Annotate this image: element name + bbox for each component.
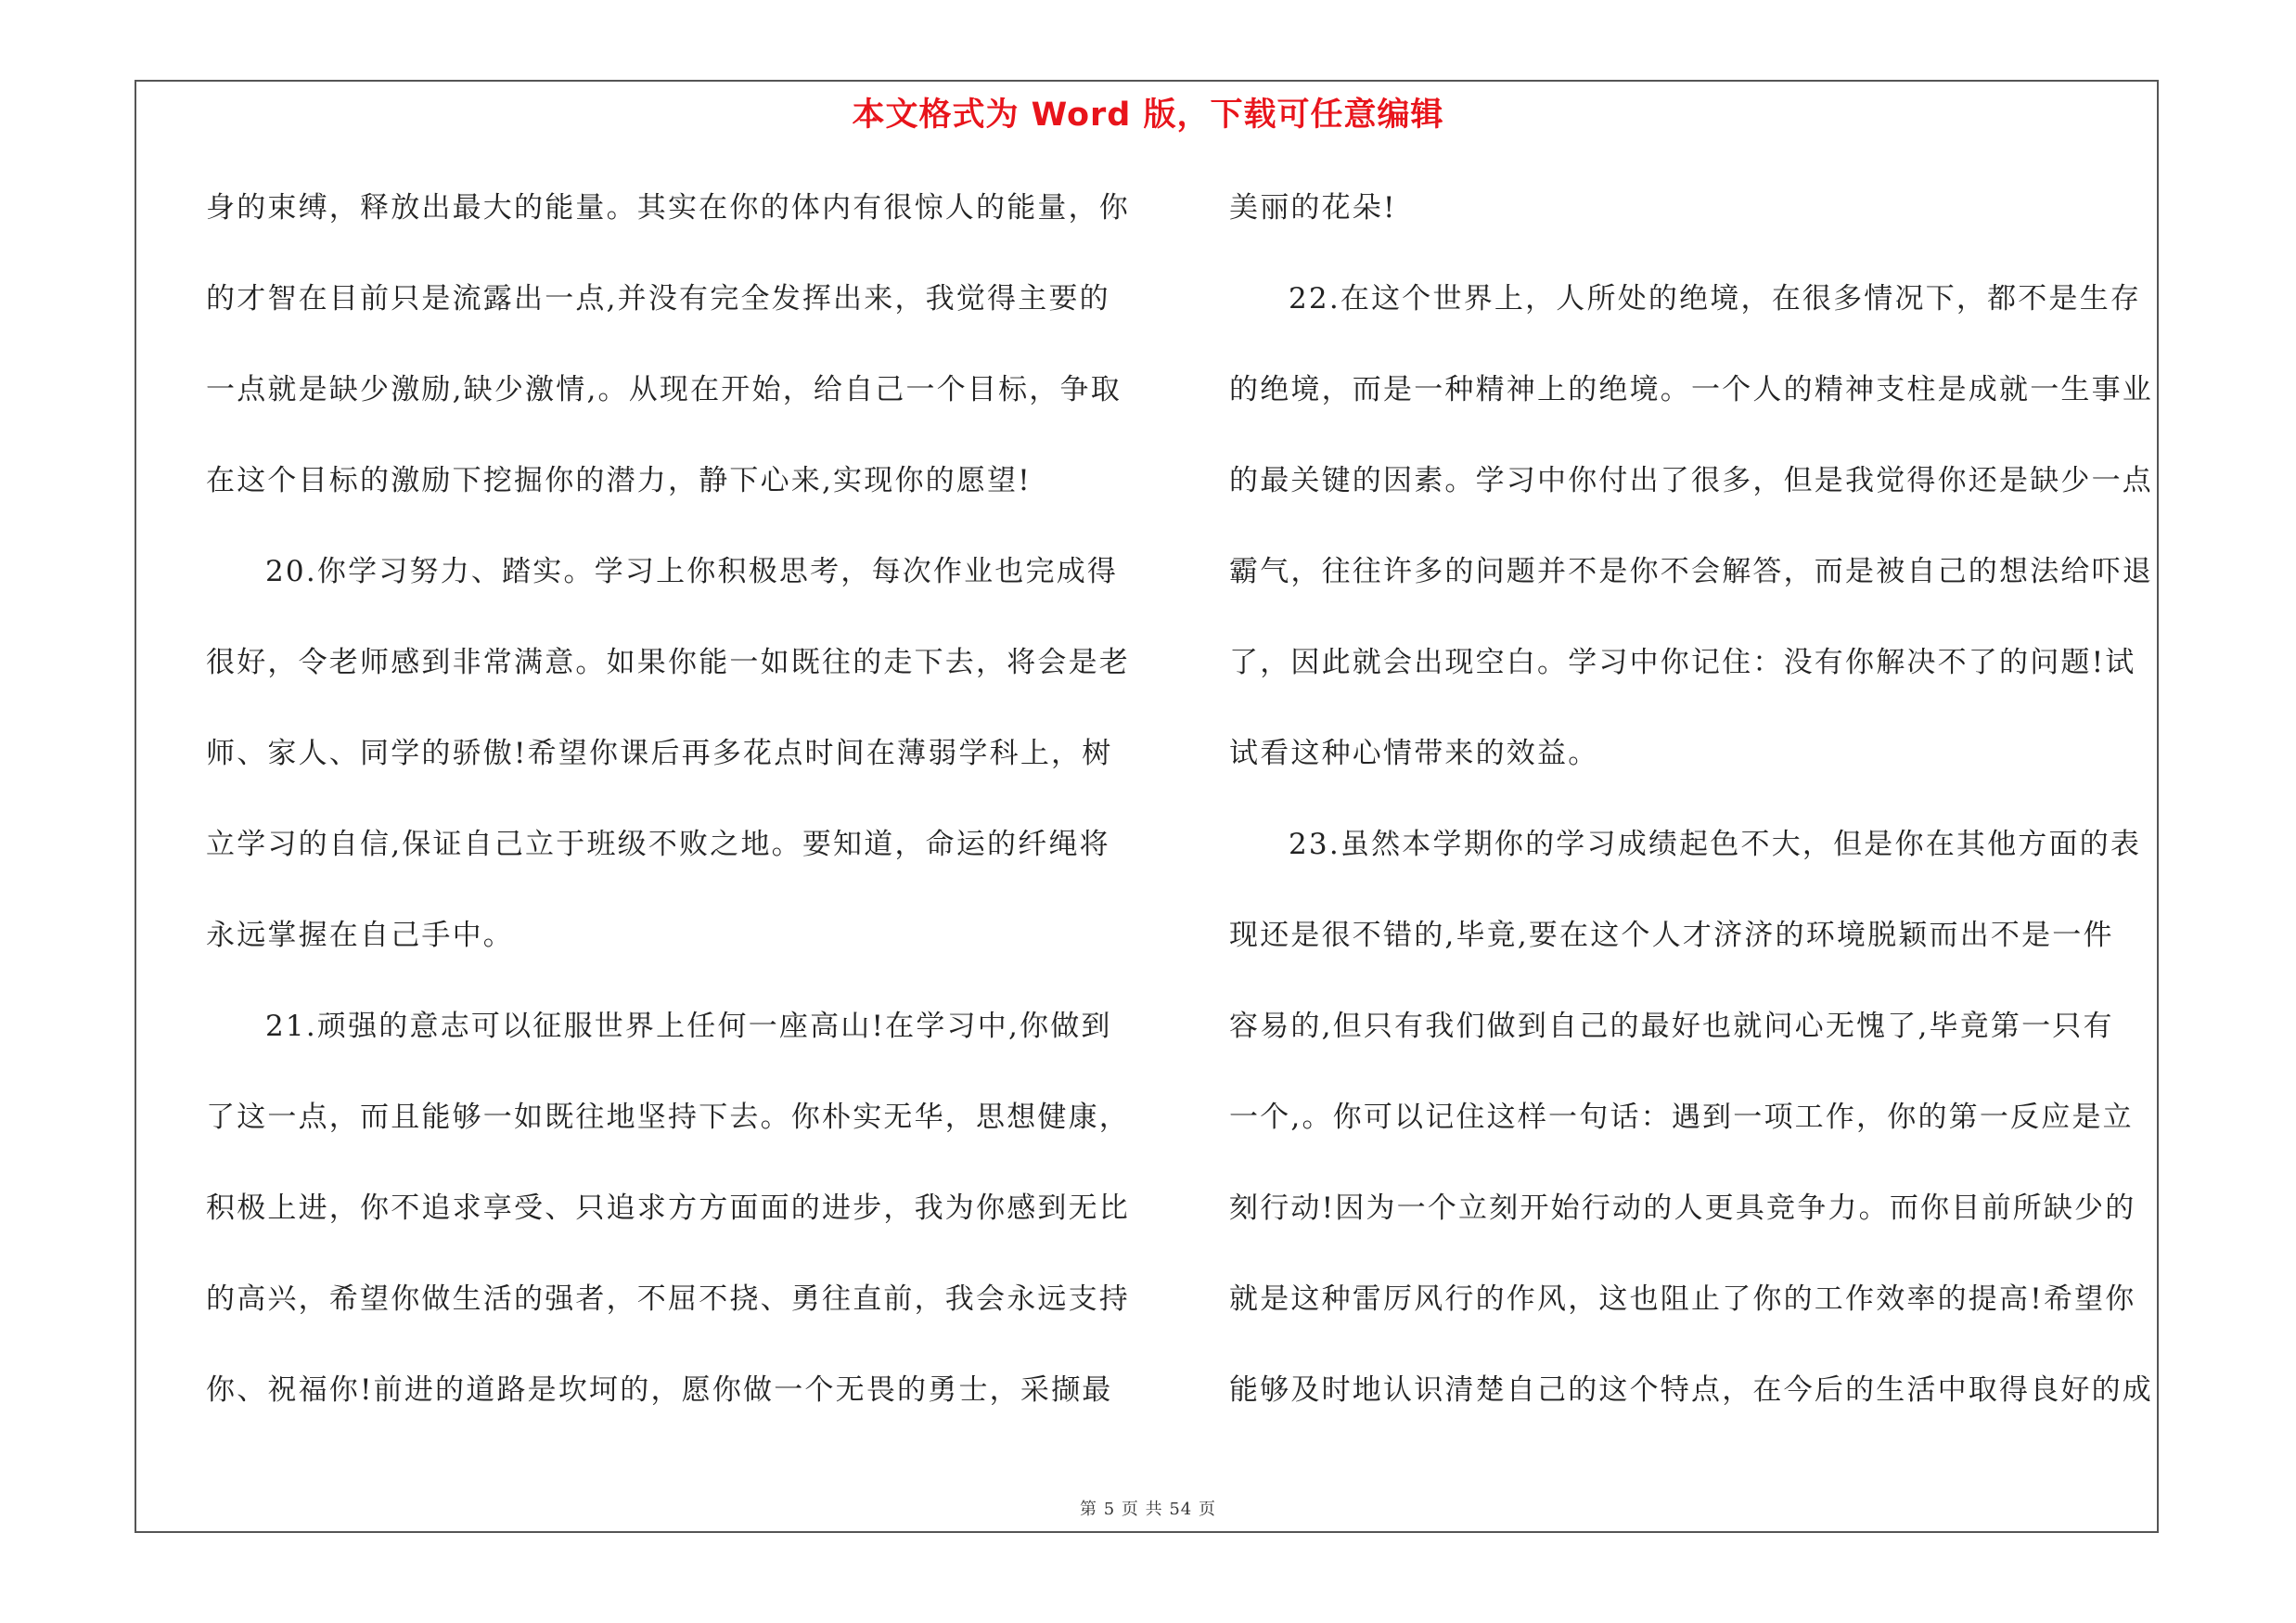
text-line: 很好，令老师感到非常满意。如果你能一如既往的走下去，将会是老 [206, 646, 1130, 679]
text-line: 的高兴，希望你做生活的强者，不屈不挠、勇往直前，我会永远支持 [206, 1282, 1130, 1316]
text-line: 的才智在目前只是流露出一点,并没有完全发挥出来，我觉得主要的 [206, 282, 1110, 316]
text-line: 霸气，往往许多的问题并不是你不会解答，而是被自己的想法给吓退 [1229, 555, 2153, 588]
text-line: 试看这种心情带来的效益。 [1229, 737, 1599, 770]
text-line: 身的束缚，释放出最大的能量。其实在你的体内有很惊人的能量，你 [206, 191, 1130, 225]
text-line: 一个,。你可以记住这样一句话：遇到一项工作，你的第一反应是立 [1229, 1101, 2134, 1134]
text-line: 刻行动!因为一个立刻开始行动的人更具竞争力。而你目前所缺少的 [1229, 1191, 2136, 1225]
text-line: 了这一点，而且能够一如既往地坚持下去。你朴实无华，思想健康， [206, 1101, 1130, 1134]
text-line: 的绝境，而是一种精神上的绝境。一个人的精神支柱是成就一生事业 [1229, 373, 2153, 406]
text-line: 在这个目标的激励下挖掘你的潜力，静下心来,实现你的愿望! [206, 464, 1032, 497]
paragraph-start-20: 20.你学习努力、踏实。学习上你积极思考，每次作业也完成得 [265, 555, 1119, 588]
text-line: 了，因此就会出现空白。学习中你记住：没有你解决不了的问题!试 [1229, 646, 2136, 679]
text-line: 的最关键的因素。学习中你付出了很多，但是我觉得你还是缺少一点 [1229, 464, 2153, 497]
page-number-footer: 第 5 页 共 54 页 [1080, 1500, 1216, 1519]
text-line: 就是这种雷厉风行的作风，这也阻止了你的工作效率的提高!希望你 [1229, 1282, 2136, 1316]
right-text-column [1229, 186, 2157, 1459]
paragraph-start-22: 22.在这个世界上，人所处的绝境，在很多情况下，都不是生存 [1289, 282, 2142, 316]
editable-word-banner: 本文格式为 Word 版，下载可任意编辑 [852, 97, 1444, 134]
text-line: 容易的,但只有我们做到自己的最好也就问心无愧了,毕竟第一只有 [1229, 1010, 2114, 1043]
text-line: 你、祝福你!前进的道路是坎坷的，愿你做一个无畏的勇士，采撷最 [206, 1373, 1113, 1407]
left-text-column [206, 186, 1161, 1459]
text-line: 一点就是缺少激励,缺少激情,。从现在开始，给自己一个目标，争取 [206, 373, 1122, 406]
text-line: 永远掌握在自己手中。 [206, 919, 514, 952]
text-line: 现还是很不错的,毕竟,要在这个人才济济的环境脱颖而出不是一件 [1229, 919, 2114, 952]
paragraph-start-23: 23.虽然本学期你的学习成绩起色不大，但是你在其他方面的表 [1289, 828, 2142, 861]
text-line: 积极上进，你不追求享受、只追求方方面面的进步，我为你感到无比 [206, 1191, 1130, 1225]
text-line: 能够及时地认识清楚自己的这个特点，在今后的生活中取得良好的成 [1229, 1373, 2153, 1407]
text-line: 美丽的花朵! [1229, 191, 1397, 225]
text-line: 立学习的自信,保证自己立于班级不败之地。要知道，命运的纤绳将 [206, 828, 1110, 861]
paragraph-start-21: 21.顽强的意志可以征服世界上任何一座高山!在学习中,你做到 [265, 1010, 1112, 1043]
text-line: 师、家人、同学的骄傲!希望你课后再多花点时间在薄弱学科上，树 [206, 737, 1113, 770]
